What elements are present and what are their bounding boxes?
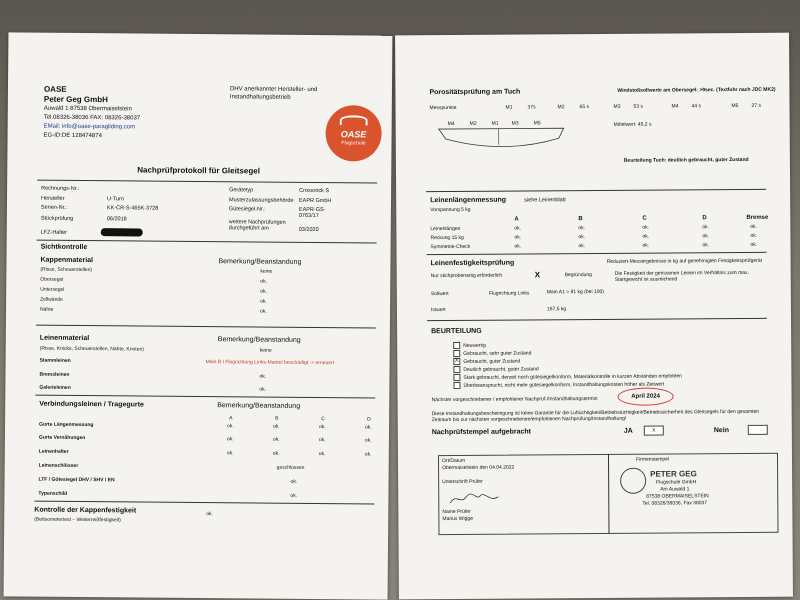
- diagram-label: M5: [533, 120, 541, 127]
- verbindung-value: geschlossen: [276, 464, 305, 471]
- kappenfest-heading: Kontrolle der Kappenfestigkeit: [34, 506, 137, 515]
- laenge-label: Reckung 15 kg: [430, 234, 464, 242]
- verbindung-value: ok.: [318, 437, 326, 444]
- verbindung-label: Leinenhalter: [38, 448, 69, 455]
- festigkeit-mark: X: [534, 270, 541, 280]
- divider: [35, 395, 375, 399]
- divider: [427, 318, 767, 321]
- leinen-heading: Leinenmaterial: [39, 334, 90, 343]
- point-name: M5: [731, 102, 739, 110]
- verbindung-value: ok.: [272, 450, 280, 457]
- info-label: Gerätetyp: [229, 187, 254, 194]
- info-value: Crossrock S: [299, 187, 330, 195]
- condition-checkbox[interactable]: [453, 350, 460, 357]
- verbindung-label: Leinenschlösser: [38, 462, 79, 469]
- column-heading: Bemerkung/Beanstandung: [217, 402, 301, 410]
- laenge-label: Leinenlängen: [430, 225, 461, 233]
- divider: [36, 325, 376, 329]
- right-page: [395, 33, 793, 600]
- company-address: Auwald 1 87538 Obermaiselstein: [43, 105, 132, 113]
- divider: [37, 240, 377, 244]
- istwert-value: 167,5 kg: [546, 306, 567, 313]
- beurteilung-heading: BEURTEILUNG: [431, 327, 482, 336]
- company-eg-id: EG-ID:DE 128474874: [43, 132, 102, 140]
- point-value: 53 s: [633, 103, 644, 110]
- verbindung-value: ok.: [273, 423, 280, 430]
- info-value: U-Turn: [106, 196, 124, 203]
- point-value: 44 s: [691, 103, 702, 110]
- left-page: [4, 32, 393, 599]
- col-c: C: [321, 416, 325, 423]
- col-d: D: [367, 416, 371, 423]
- laenge-value: ok.: [642, 224, 650, 231]
- info-value: 03/2020: [298, 226, 319, 234]
- company-tel: Tel.08326-38036 FAX: 08326-38037: [43, 114, 141, 122]
- condition-checkbox[interactable]: [453, 342, 460, 349]
- sollwert-flug: Flugrichtung Links: [488, 290, 530, 297]
- laenge-value: ok.: [578, 234, 586, 241]
- info-label: Serien-Nr.:: [40, 204, 68, 211]
- ja-checkbox[interactable]: X: [644, 426, 664, 436]
- stamp-tel: Tel. 08326/38036, Fax 38037: [642, 500, 708, 507]
- sicht-value: ok.: [260, 278, 268, 285]
- kappen-heading: Kappenmaterial: [40, 256, 94, 265]
- laenge-value: ok.: [642, 242, 650, 249]
- col-a: A: [514, 216, 519, 223]
- diagram-label: M1: [491, 120, 499, 127]
- laenge-value: ok.: [578, 225, 586, 232]
- laenge-value: ok.: [750, 223, 758, 230]
- sicht-label: Nähte: [40, 306, 54, 313]
- begruendung-label: Begründung: [564, 272, 592, 279]
- point-name: M2: [557, 104, 565, 111]
- condition-label: Gebraucht, sehr guter Zustand: [463, 350, 532, 357]
- laenge-value: ok.: [750, 232, 758, 239]
- stamp-sub: Flugschule GmbH: [656, 479, 697, 486]
- verbindung-label: LTF / Gütesiegel DHV / SHV / EN: [38, 476, 115, 484]
- verbindung-value: ok.: [364, 437, 372, 444]
- page-title: Nachprüfprotokoll für Gleitsegel: [137, 165, 260, 176]
- leinen-value: keine: [259, 347, 272, 354]
- festigkeit-label: Nur stichprobenartig erforderlich: [430, 272, 503, 280]
- verbindung-value: ok.: [226, 450, 234, 457]
- divider: [427, 252, 767, 255]
- stamp-logo-icon: [620, 468, 646, 494]
- verbindung-value: ok.: [290, 478, 298, 485]
- ort-value: Obermaiselstein den 04.04.2022: [442, 464, 515, 472]
- condition-label: Deutlich gebraucht, guter Zustand: [463, 366, 539, 373]
- company-name: OASE: [43, 84, 67, 94]
- nein-label: Nein: [713, 427, 729, 435]
- name-label: Name Prüfer: [442, 508, 471, 516]
- laenge-value: ok.: [750, 241, 758, 248]
- info-label: Musterzulassungsbehörde: [228, 197, 294, 204]
- condition-checkbox[interactable]: [453, 366, 460, 373]
- sicht-heading: Sichtkontrolle: [40, 243, 88, 252]
- istwert-label: Istwert: [430, 307, 446, 314]
- leinen-label: Stammleinen: [39, 357, 71, 364]
- kappen-note: (Risse, Scheuerstellen): [40, 266, 93, 274]
- verbindung-value: ok.: [290, 492, 298, 499]
- leinen-label: Galerieleinen: [39, 384, 71, 391]
- verbindung-value: ok.: [364, 451, 372, 458]
- paraglider-icon: [340, 115, 368, 125]
- laenge-value: ok.: [578, 243, 586, 250]
- stamp-addr: 87538 OBERMAISELSTEIN: [646, 493, 709, 500]
- col-a: A: [229, 415, 233, 422]
- verbindung-label: Gurte Vernähungen: [38, 434, 86, 442]
- condition-label: Gebraucht, guter Zustand: [463, 358, 521, 365]
- point-name: M3: [613, 103, 621, 110]
- laenge-heading: Leinenlängenmessung: [430, 196, 507, 205]
- verbindung-value: ok.: [318, 451, 326, 458]
- info-value: EAPR-GS-0763/17: [298, 206, 326, 220]
- disclaimer: Diese Instandhaltungsbescheinigung ist keine Garantie für die Luftüchtigkeit/Betriebstüchtigkeit/Betriebssicherheit des Gleitsegels für den gesamten Zeitraum bis zur nächsten vorgeschriebenen/empfohlenen Nachprüfung/Instandhaltung!: [431, 408, 760, 424]
- col-b: B: [578, 216, 583, 223]
- sicht-value: ok.: [260, 288, 267, 295]
- column-heading: Bemerkung/Beanstandung: [218, 258, 302, 266]
- signature-mark: [448, 491, 508, 507]
- logo-text: OASE: [340, 129, 367, 140]
- leinen-label: Bremsleinen: [39, 371, 70, 378]
- dhv-text-1: DHV anerkannter Hersteller- und: [229, 86, 318, 94]
- laenge-value: ok.: [702, 224, 710, 231]
- laenge-value: ok.: [514, 225, 522, 232]
- next-date-value: April 2024: [618, 387, 674, 405]
- divider: [37, 180, 377, 184]
- condition-label: Überbeansprucht, nicht mehr gütesiegelkonform, Instandhaltungskosten höher als Zeitwert: [463, 381, 665, 389]
- point-name: M1: [505, 104, 513, 111]
- poro-heading: Porositätsprüfung am Tuch: [429, 88, 521, 97]
- point-value: 65 s: [579, 104, 590, 111]
- dhv-text-2: Instandhaltungsbetrieb: [229, 94, 291, 101]
- stamp-name: PETER GEG: [650, 469, 697, 479]
- verbindung-heading: Verbindungsleinen / Tragegurte: [39, 400, 144, 409]
- sicht-label: Obersegel: [40, 276, 64, 283]
- nein-checkbox[interactable]: [748, 425, 768, 435]
- info-label: LFZ-Halter: [40, 229, 68, 236]
- col-c: C: [642, 215, 647, 222]
- sollwert-label: Sollwert: [430, 291, 449, 298]
- kappenfest-note: (Bettsometertest – Weiterreißfestigkeit): [34, 516, 121, 524]
- laenge-value: ok.: [514, 234, 522, 241]
- festigkeit-heading: Leinenfestigkeitsprüfung: [430, 259, 515, 268]
- vorspannung: Vorspannung 5 kg: [430, 206, 471, 214]
- leinen-value: ok.: [259, 386, 267, 393]
- verbindung-value: ok.: [227, 423, 234, 430]
- point-value: 27 s: [751, 102, 762, 109]
- redaction-bar: [101, 228, 143, 236]
- verbindung-label: Typenschild: [38, 490, 68, 497]
- condition-checkbox[interactable]: X: [454, 357, 459, 364]
- info-label: Rechnungs-Nr.:: [41, 185, 80, 192]
- sicht-value: ok.: [260, 308, 267, 315]
- sollwert-value: Main A1 > 81 kg (bei 100): [546, 288, 604, 296]
- condition-checkbox[interactable]: [453, 374, 460, 381]
- diagram-label: M2: [469, 120, 477, 127]
- stempel-label: Nachprüfstempel aufgebracht: [431, 428, 532, 437]
- firmenstempel-label: Firmenstempel: [635, 456, 670, 463]
- diagram-label: M4: [447, 120, 455, 128]
- col-bremse: Bremse: [746, 214, 769, 221]
- laenge-label: Symmetrie-Check: [430, 243, 471, 251]
- poro-beurteilung: Beurteilung Tuch: deutlich gebraucht, guter Zustand: [623, 156, 749, 164]
- name-value: Marius Wigge: [442, 515, 474, 523]
- sicht-value: ok.: [260, 298, 267, 305]
- leinen-value: Main B I Flugrichtung Links-Mantel beschädigt -> erneuert: [205, 359, 335, 367]
- verbindung-value: ok.: [272, 436, 280, 443]
- info-label: Stückprüfung: [40, 215, 74, 222]
- messpunkte-label: Messpunkte: [429, 104, 457, 112]
- unterschrift-label: Unterschrift Prüfer: [442, 478, 483, 486]
- festigkeit-note: Reduziert-Messergebnisse in kg auf genehmigten Festigkeitsprüfgerät: [606, 257, 762, 265]
- ort-label: Ort/Datum: [441, 457, 466, 465]
- info-label: weitere Nachprüfungen durchgeführt am: [228, 219, 286, 232]
- sicht-value: keine: [260, 268, 273, 275]
- poro-note: Windstoßsollwerte am Obersegel: >9sec. (Textfuhr nach JDC MK2): [617, 86, 776, 94]
- divider: [34, 501, 374, 505]
- laenge-suffix: siehe Leinenblatt: [524, 197, 566, 204]
- info-value: 06/2018: [106, 216, 127, 223]
- diagram-label: M3: [511, 120, 519, 127]
- oase-logo: [325, 105, 381, 161]
- leinen-value: ok.: [259, 373, 267, 380]
- column-heading: Bemerkung/Beanstandung: [217, 336, 301, 344]
- condition-label: Neuwertig: [463, 342, 486, 349]
- laenge-value: ok.: [514, 243, 522, 250]
- point-value: 37s: [527, 104, 536, 111]
- info-value: EAPR GmbH: [298, 197, 332, 205]
- kappenfest-value: ok.: [206, 511, 213, 518]
- point-name: M4: [671, 103, 679, 110]
- col-d: D: [702, 215, 707, 222]
- stamp-addr: Am Auwald 1: [660, 486, 690, 493]
- verbindung-value: ok.: [365, 424, 372, 431]
- ja-label: JA: [623, 427, 633, 435]
- company-owner: Peter Geg GmbH: [43, 94, 108, 105]
- verbindung-value: ok.: [226, 436, 234, 443]
- verbindung-label: Gurte Längenmessung: [39, 421, 94, 429]
- mittelwert: Mittelwert: 45,2 s: [613, 121, 652, 128]
- verbindung-value: ok.: [319, 424, 326, 431]
- sicht-label: Zellwände: [40, 296, 63, 303]
- laenge-value: ok.: [702, 233, 710, 240]
- divider: [426, 189, 766, 192]
- sicht-label: Untersegel: [40, 286, 65, 293]
- col-b: B: [275, 415, 279, 422]
- info-label: Gütesiegel-Nr.:: [228, 206, 266, 213]
- laenge-value: ok.: [642, 233, 650, 240]
- company-email[interactable]: EMail: info@oase-paragliding.com: [43, 123, 136, 131]
- info-value: KK-CR-S-465K-3728: [106, 205, 159, 212]
- info-label: Hersteller: [40, 195, 65, 202]
- begruendung-text: Die Festigkeit der gerissenen Leinen im Verhältnis zum max. Startgewicht ist ausreichend: [614, 269, 749, 283]
- logo-sub: Flugschule: [341, 140, 366, 147]
- condition-label: Stark gebraucht, derzeit noch gütesiegelkonform, Materialkontrolle in kurzen Abständen empfohlen: [463, 373, 682, 381]
- next-date-label: Nächster vorgeschriebener / empfohlener Nachprüf-/Instandhaltungstermin: [431, 395, 598, 404]
- leinen-note: (Risse, Knicke, Scheuerstellen, Nähte, Knoten): [39, 345, 144, 353]
- condition-checkbox[interactable]: [453, 382, 460, 389]
- laenge-value: ok.: [702, 242, 710, 249]
